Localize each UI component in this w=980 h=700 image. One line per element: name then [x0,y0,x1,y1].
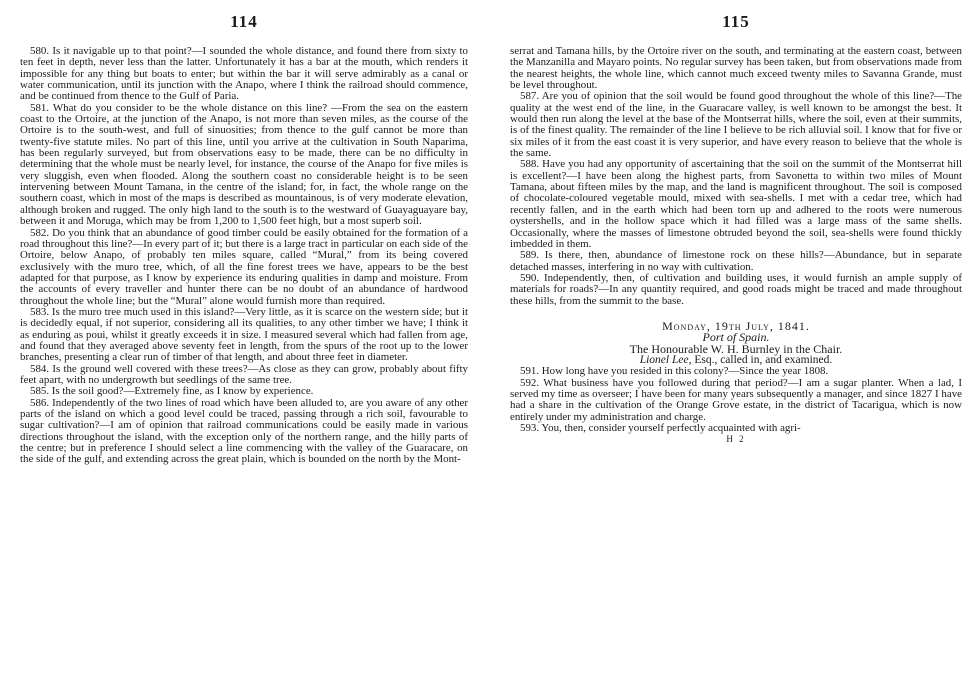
paragraph-586-continued: serrat and Tamana hills, by the Ortoire river on the south, and terminating at the eastern coast, between the Manzanilla and Mayaro points. No regular survey has been taken, but from observations made from the nearest heights, the whole line, which cannot much exceed twenty miles to Savanna Grande, must be level throughout. [510,45,962,92]
page-number-left: 114 [230,12,258,31]
paragraph-587: 587. Are you of opinion that the soil would be found good throughout the whole of this line?—The quality at the west end of the line, in the Guaracare valley, is well known to be amongst the best. It would then run along the level at the base of the Montserrat hills, where the soil, even at their summits, is of the finest quality. The remainder of the line I believe to be rich alluvial soil. I know that for five or six miles of it from the east coast it is very superior, and have every reason to believe that the whole is the same. [510,90,962,160]
paragraph-592: 592. What business have you followed during that period?—I am a sugar planter. When a lad, I served my time as overseer; I have been for many years subsequently a manager, and since 1827 I have had a share in the cultivation of the Orange Grove estate, in the district of Tacarigua, which is now entirely under my administration and charge. [510,376,962,423]
printer-signature: H 2 [726,434,746,445]
session-heading [510,318,962,366]
session-place: Port of Spain. [702,330,770,345]
witness-called: Esq., called in, and examined. [691,353,833,366]
session-date: Monday, 19th July, 1841. [662,318,810,333]
paragraph-583: 583. Is the muro tree much used in this island?—Very little, as it is scarce on the western side; but it is decidedly equal, if not superior, considering all its qualities, to any other timber we have; I think it as enduring as poui, whilst it greatly exceeds it in size. I measured several which had fallen from age, and found that they averaged above seventy feet in length, from the spurs of the root up to the lower branches, presenting a clear run of timber of that length, and about three feet in diameter. [20,305,468,364]
paragraph-591: 591. How long have you resided in this colony?—Since the year 1808. [520,365,829,378]
paragraph-590: 590. Independently, then, of cultivation and building uses, it would furnish an ample supply of materials for roads?—In any quantity required, and good roads might be traced and made throughout these hills, from the summit to the base. [510,271,962,307]
left-page [20,0,468,700]
paragraph-582: 582. Do you think that an abundance of good timber could be easily obtained for the formation of a road throughout this line?—In every part of it; but there is a large tract in particular on each side of the Ortoire, below Anapo, of probably ten miles square, called “Mural,” from its being covered exclusively with the muro tree, which, of all the fine forest trees we have, appears to be the best adapted for that purpose, as I know by experience its enduring qualities in damp and moisture. From the accounts of every traveller and hunter there can be no doubt of an abundance of hardwood throughout the whole line; but the “Mural” alone would furnish more than required. [20,226,468,307]
paragraph-581: 581. What do you consider to be the whole distance on this line? —From the sea on the eastern coast to the Ortoire, at the junction of the Anapo, is not more than seven miles, as the course of the Ortoire is to the south-west, and full of sinuosities; from thence to the gulf cannot be more than twenty-five statute miles. No part of this line, until you arrive at the cultivation in South Naparima, has been regularly surveyed, but from observations easy to be made, there can be no difficulty in determining that the whole must be nearly level, for instance, the course of the Anapo for five miles is very sluggish, even when flooded. Along the southern coast no considerable height is to be seen intervening between Mount Tamana, in the centre of the island; for, in fact, the whole range on the southern coast, which in most of the maps is described as mountainous, is of very moderate elevation, although broken and rugged. The only high land to the south is to the westward of Guayaguayare bay, between it and Moruga, which may be from 1,200 to 1,500 feet high, but a most superb soil. [20,101,468,228]
witness-name: Lionel Lee, [639,353,692,366]
page-number-right: 115 [722,12,750,31]
paragraph-586: 586. Independently of the two lines of road which have been alluded to, are you aware of any other parts of the island on which a good level could be traced, passing through a rich soil, favourable to sugar cultivation?—I am of opinion that railroad communications could be easily made in various directions throughout the island, with the exception only of the northern range, and the hilly parts of the centre; but in preference I should select a line commencing with the valley of the Guaracare, on the side of the gulf, and extending across the great plain, which is bounded on the north by the Mont- [20,396,468,466]
paragraph-580: 580. Is it navigable up to that point?—I sounded the whole distance, and found there from sixty to ten feet in depth, never less than the latter. Unfortunately it has a bar at the mouth, which renders it impossible for any thing but boats to enter; but within the bar it will serve admirably as a canal or water communication, until its junction with the Anapo, where I think the railroad should commence, and be continued from thence to the Gulf of Paria. [20,45,468,103]
session-chair: The Honourable W. H. Burnley in the Chair. [629,341,843,356]
left-page-text [20,46,468,466]
paragraph-589: 589. Is there, then, abundance of limestone rock on these hills?—Abundance, but in separate detached masses, interfering in no way with cultivation. [510,249,962,273]
right-page-text [510,46,962,446]
paragraph-585: 585. Is the soil good?—Extremely fine, as I know by experience. [30,385,314,398]
paragraph-593: 593. You, then, consider yourself perfectly acquainted with agri- [520,422,801,434]
paragraph-584: 584. Is the ground well covered with these trees?—As close as they can grow, probably about fifty feet apart, with no undergrowth but seedlings of the same tree. [20,362,468,386]
right-page [510,0,962,700]
paragraph-588: 588. Have you had any opportunity of ascertaining that the soil on the summit of the Montserrat hill is excellent?—I have been along the highest parts, from Savonetta to within two miles of Mount Tamana, about fifteen miles by the map, and the land is magnificent throughout. The soil is composed of chocolate-coloured vegetable mould, mixed with sea-shells. I met with a cedar tree, which had recently fallen, and in the earth which had been torn up and adhered to the roots were numerous oystershells, and in the hollow space which it had filled was a large mass of the same shells. Occasionally, where the masses of limestone obtruded beyond the soil, sea-shells were found thickly imbedded in them. [510,158,962,250]
